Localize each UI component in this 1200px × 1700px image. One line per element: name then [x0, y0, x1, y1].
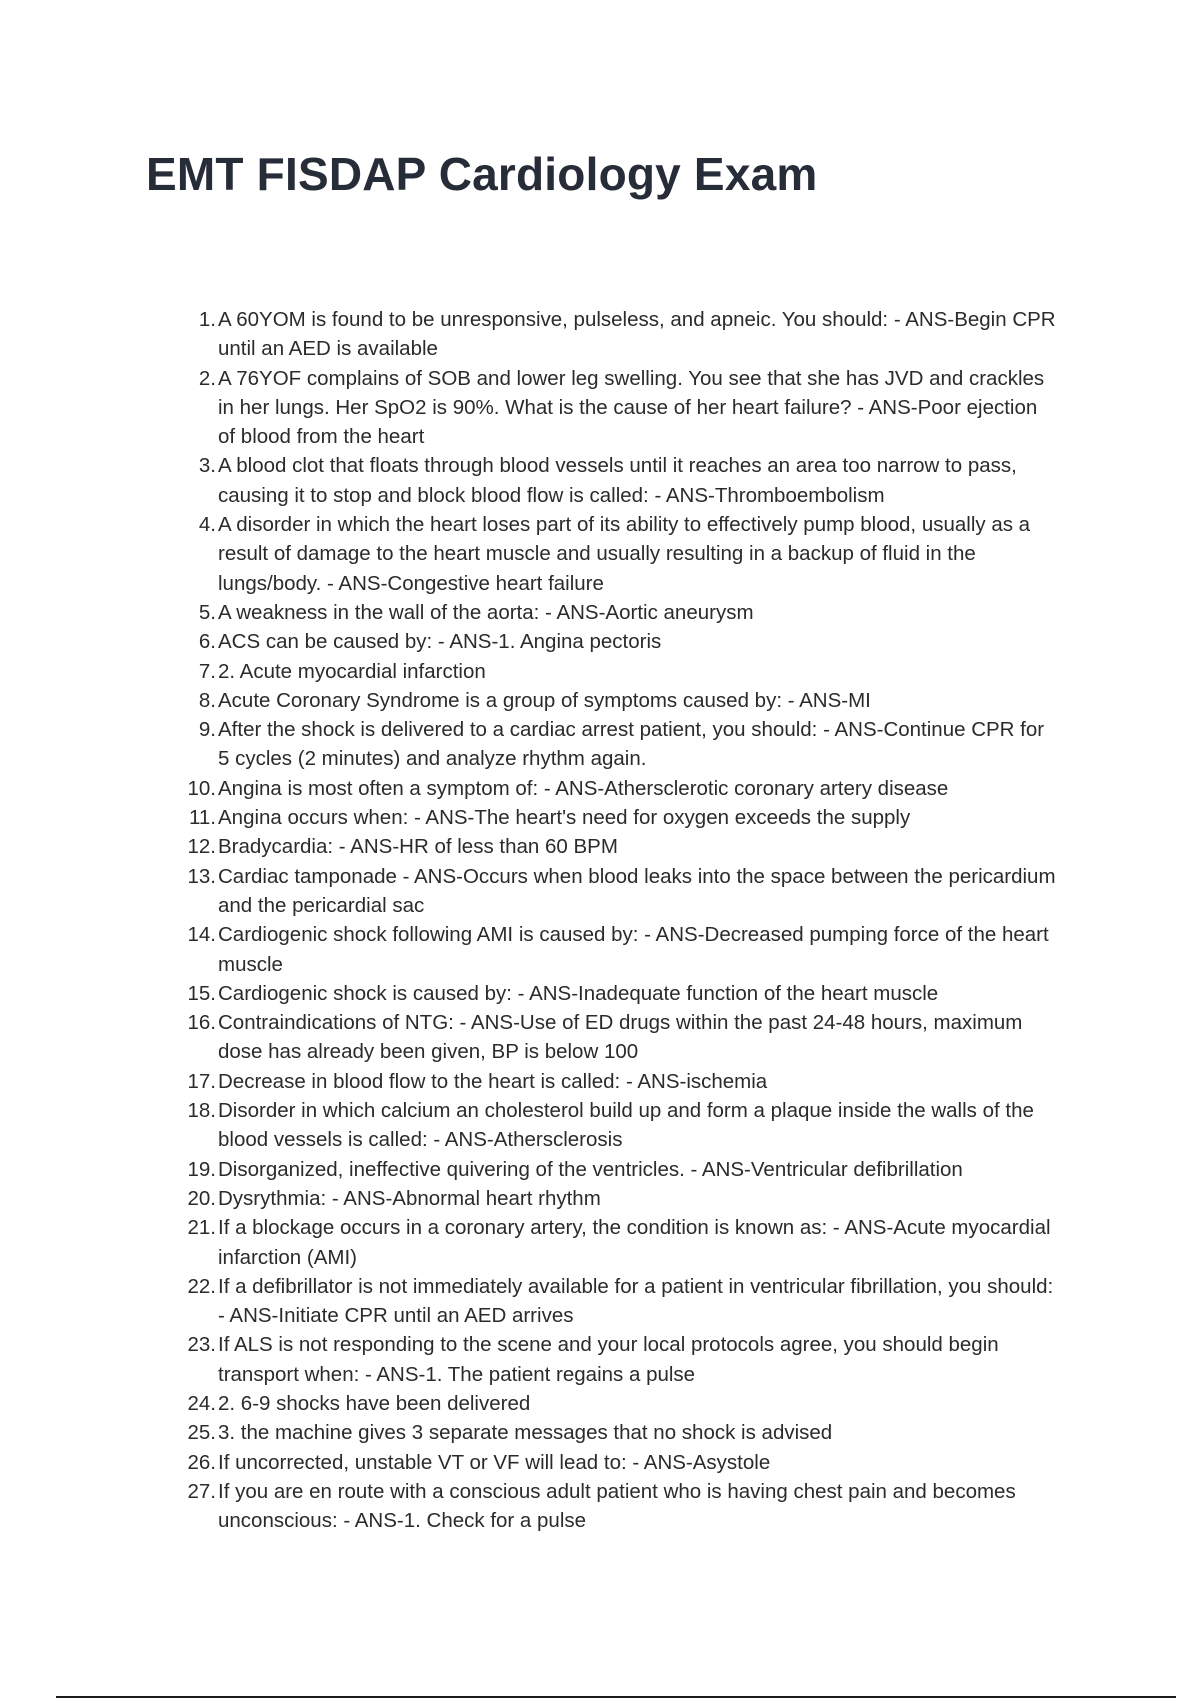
item-text: If a blockage occurs in a coronary artery, the condition is known as: - ANS-Acute myocardial infarction (AMI) [218, 1216, 1051, 1269]
item-number: 6. [198, 630, 216, 654]
item-number: 24. [187, 1391, 216, 1415]
item-text: Contraindications of NTG: - ANS-Use of ED drugs within the past 24-48 hours, maximum dose has already been given, BP is below 100 [218, 1011, 1023, 1064]
item-text: If a defibrillator is not immediately available for a patient in ventricular fibrillation, you should: - ANS-Initiate CPR until an AED arrives [218, 1274, 1054, 1328]
item-text: Cardiogenic shock following AMI is caused by: - ANS-Decreased pumping force of the heart muscle [218, 923, 1049, 976]
list-item [180, 1213, 1060, 1272]
item-number: 7. [198, 659, 216, 683]
item-number: 3. [198, 454, 216, 478]
list-item [180, 1067, 1060, 1096]
item-text: 3. the machine gives 3 separate messages that no shock is advised [218, 1421, 833, 1445]
item-number: 19. [187, 1157, 216, 1181]
item-number: 13. [187, 864, 216, 888]
item-text: If ALS is not responding to the scene and your local protocols agree, you should begin transport when: - ANS-1. The patient regains a pulse [218, 1333, 999, 1386]
list-item [180, 657, 1060, 686]
item-text: 2. 6-9 shocks have been delivered [218, 1391, 531, 1415]
item-text: If you are en route with a conscious adult patient who is having chest pain and becomes unconscious: - ANS-1. Check for a pulse [218, 1479, 1016, 1533]
list-item [180, 862, 1060, 921]
list-item [180, 832, 1060, 861]
list-item [180, 1448, 1060, 1477]
item-number: 20. [187, 1186, 216, 1210]
list-item [180, 598, 1060, 627]
item-text: Angina is most often a symptom of: - ANS-Athersclerotic coronary artery disease [218, 776, 949, 800]
item-number: 15. [187, 981, 216, 1005]
list-item [180, 451, 1060, 510]
item-number: 25. [187, 1421, 216, 1445]
list-item [180, 1477, 1060, 1536]
item-text: Cardiac tamponade - ANS-Occurs when blood leaks into the space between the pericardium and the pericardial sac [218, 864, 1056, 917]
item-text: After the shock is delivered to a cardiac arrest patient, you should: - ANS-Continue CPR for 5 cycles (2 minutes) and analyze rhythm again. [218, 718, 1045, 771]
list-item [180, 364, 1060, 452]
item-text: Decrease in blood flow to the heart is called: - ANS-ischemia [218, 1069, 768, 1093]
item-text: Disorganized, ineffective quivering of the ventricles. - ANS-Ventricular defibrillation [218, 1157, 963, 1181]
item-text: Cardiogenic shock is caused by: - ANS-Inadequate function of the heart muscle [218, 981, 939, 1005]
item-number: 27. [187, 1479, 216, 1503]
list-item [180, 715, 1060, 774]
footer-divider [56, 1696, 1176, 1698]
item-number: 23. [187, 1333, 216, 1357]
item-text: A 60YOM is found to be unresponsive, pulseless, and apneic. You should: - ANS-Begin CPR until an AED is available [218, 308, 1056, 361]
item-number: 5. [198, 600, 216, 624]
list-item [180, 1272, 1060, 1331]
item-text: Dysrythmia: - ANS-Abnormal heart rhythm [218, 1186, 601, 1210]
item-text: If uncorrected, unstable VT or VF will lead to: - ANS-Asystole [218, 1450, 771, 1474]
item-number: 22. [187, 1274, 216, 1298]
item-number: 11. [189, 806, 216, 830]
item-text: Acute Coronary Syndrome is a group of symptoms caused by: - ANS-MI [218, 688, 871, 712]
list-item [180, 1389, 1060, 1418]
item-number: 10. [187, 776, 216, 800]
list-item [180, 979, 1060, 1008]
item-text: A disorder in which the heart loses part of its ability to effectively pump blood, usually as a result of damage to the heart muscle and usually resulting in a backup of fluid in the lungs/body. - ANS-Congestive heart failure [218, 513, 1031, 595]
list-item [180, 774, 1060, 803]
item-text: A weakness in the wall of the aorta: - ANS-Aortic aneurysm [218, 600, 754, 624]
item-number: 26. [187, 1450, 216, 1474]
list-item [180, 1418, 1060, 1447]
list-item [180, 510, 1060, 598]
list-item [180, 1155, 1060, 1184]
item-text: 2. Acute myocardial infarction [218, 659, 486, 683]
list-item [180, 1096, 1060, 1155]
item-text: A blood clot that floats through blood vessels until it reaches an area too narrow to pass, causing it to stop and block blood flow is called: - ANS-Thromboembolism [218, 454, 1017, 507]
list-item [180, 1184, 1060, 1213]
item-number: 14. [187, 923, 216, 947]
list-item [180, 627, 1060, 656]
item-text: Angina occurs when: - ANS-The heart's need for oxygen exceeds the supply [218, 806, 911, 830]
page-title: EMT FISDAP Cardiology Exam [146, 148, 818, 200]
item-number: 16. [187, 1011, 216, 1035]
list-item [180, 305, 1060, 364]
list-item [180, 803, 1060, 832]
item-text: Disorder in which calcium an cholesterol build up and form a plaque inside the walls of the blood vessels is called: - ANS-Athersclerosis [218, 1099, 1034, 1152]
question-list [180, 305, 1060, 1535]
item-number: 9. [198, 718, 216, 742]
item-number: 4. [198, 513, 216, 537]
item-number: 18. [187, 1099, 216, 1123]
list-item [180, 1330, 1060, 1389]
list-item [180, 920, 1060, 979]
item-number: 8. [198, 688, 216, 712]
item-text: ACS can be caused by: - ANS-1. Angina pectoris [218, 630, 662, 654]
item-number: 17. [187, 1069, 216, 1093]
item-text: Bradycardia: - ANS-HR of less than 60 BPM [218, 835, 618, 859]
item-number: 12. [187, 835, 216, 859]
list-item [180, 686, 1060, 715]
item-number: 21. [187, 1216, 216, 1240]
item-number: 2. [198, 366, 216, 390]
item-text: A 76YOF complains of SOB and lower leg swelling. You see that she has JVD and crackles in her lungs. Her SpO2 is 90%. What is the cause of her heart failure? - ANS-Poor ejection of blood from the heart [218, 366, 1045, 449]
list-item [180, 1008, 1060, 1067]
item-number: 1. [198, 308, 216, 331]
